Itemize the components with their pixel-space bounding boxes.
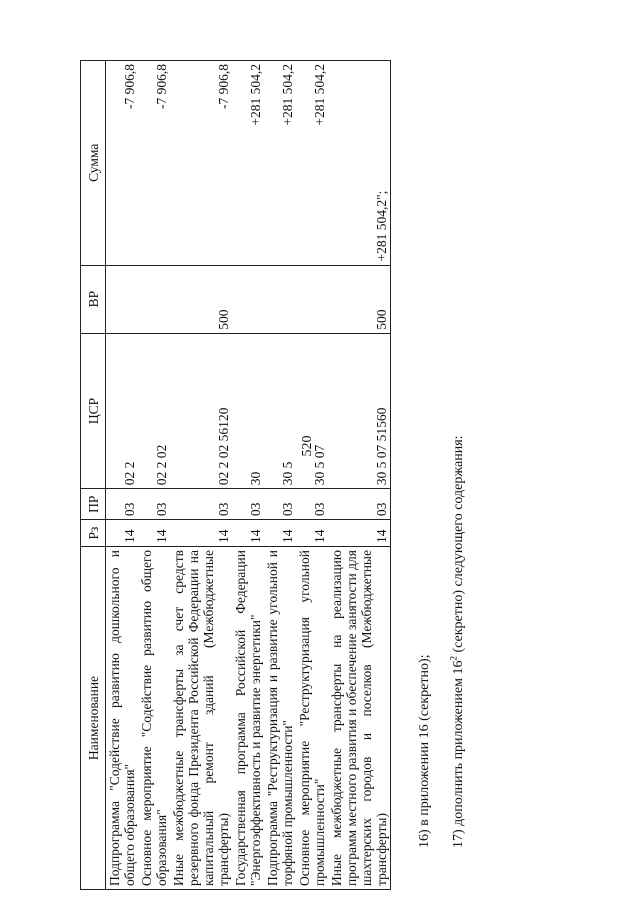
note-item-17-superscript: 2 <box>448 656 459 661</box>
note-item-16: 16) в приложении 16 (секретно); <box>417 654 432 848</box>
row-sum: -7 906,8 <box>170 61 232 266</box>
row-sum: +281 504,2 <box>232 61 264 266</box>
page-number: 520 <box>300 435 315 457</box>
header-name: Наименование <box>81 547 106 890</box>
row-sum: +281 504,2 <box>296 61 328 266</box>
table-row <box>170 61 232 890</box>
note-item-17-text-end: (секретно) следующего содержания: <box>451 435 466 657</box>
row-pr: 03 <box>170 489 232 520</box>
row-pr: 03 <box>264 489 296 520</box>
row-rz: 14 <box>170 520 232 547</box>
row-rz: 14 <box>264 520 296 547</box>
table-row <box>106 61 139 890</box>
row-vr: 500 <box>170 265 232 333</box>
table-row <box>138 61 170 890</box>
table-header-row <box>81 61 106 890</box>
row-vr <box>138 265 170 333</box>
row-csr: 30 5 07 <box>296 333 328 489</box>
row-pr: 03 <box>296 489 328 520</box>
budget-table <box>80 60 391 890</box>
row-csr: 02 2 02 <box>138 333 170 489</box>
row-vr <box>264 265 296 333</box>
row-pr: 03 <box>138 489 170 520</box>
row-csr: 30 5 07 51560 <box>328 333 391 489</box>
notes-section <box>408 60 476 890</box>
row-sum: -7 906,8 <box>138 61 170 266</box>
row-csr: 30 <box>232 333 264 489</box>
table-row <box>296 61 328 890</box>
table-row <box>232 61 264 890</box>
header-pr: ПР <box>81 489 106 520</box>
row-sum: -7 906,8 <box>106 61 139 266</box>
row-rz: 14 <box>296 520 328 547</box>
table-row <box>328 61 391 890</box>
header-sum: Сумма <box>81 61 106 266</box>
row-name: Иные межбюджетные трансферты на реализацию программ местного развития и обеспечение занятости для шахтерских городов и поселков (Межбюджетные трансферты) <box>328 547 391 890</box>
row-pr: 03 <box>232 489 264 520</box>
row-vr <box>232 265 264 333</box>
row-name: Подпрограмма "Реструктуризация и развитие угольной и торфяной промышленности" <box>264 547 296 890</box>
rotated-document-body <box>80 60 540 890</box>
row-vr: 500 <box>328 265 391 333</box>
row-name: Подпрограмма "Содействие развитию дошкольного и общего образования" <box>106 547 139 890</box>
row-sum: +281 504,2 <box>264 61 296 266</box>
row-csr: 02 2 02 56120 <box>170 333 232 489</box>
row-vr <box>106 265 139 333</box>
header-rz: Рз <box>81 520 106 547</box>
note-item-17 <box>442 60 476 890</box>
row-name: Иные межбюджетные трансферты за счет средств резервного фонда Президента Российской Федерации на капитальный ремонт зданий (Межбюджетные трансферты) <box>170 547 232 890</box>
header-csr: ЦСР <box>81 333 106 489</box>
row-vr <box>296 265 328 333</box>
row-name: Основное мероприятие "Содействие развитию общего образования" <box>138 547 170 890</box>
row-rz: 14 <box>328 520 391 547</box>
row-csr: 30 5 <box>264 333 296 489</box>
row-pr: 03 <box>328 489 391 520</box>
row-pr: 03 <box>106 489 139 520</box>
table-row <box>264 61 296 890</box>
header-vr: ВР <box>81 265 106 333</box>
row-rz: 14 <box>138 520 170 547</box>
row-name: Государственная программа Российской Федерации "Энергоэффективность и развитие энергетики" <box>232 547 264 890</box>
row-name: Основное мероприятие "Реструктуризация угольной промышленности" <box>296 547 328 890</box>
row-rz: 14 <box>106 520 139 547</box>
row-rz: 14 <box>232 520 264 547</box>
row-sum: +281 504,2"; <box>328 61 391 266</box>
row-csr: 02 2 <box>106 333 139 489</box>
note-item-17-text: 17) дополнить приложением 16 <box>451 660 466 848</box>
